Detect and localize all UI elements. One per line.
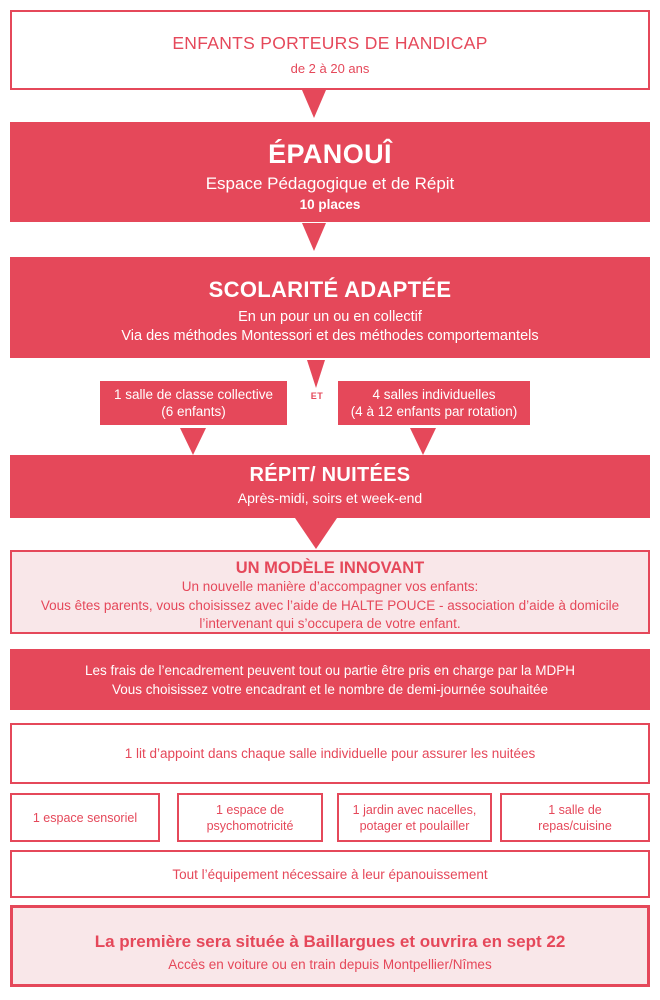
salle-collective-line2: (6 enfants) bbox=[161, 404, 226, 419]
source-title: ENFANTS PORTEURS DE HANDICAP bbox=[172, 33, 488, 53]
feature-line2: psychomotricité bbox=[206, 818, 294, 833]
scolarite-line2: Via des méthodes Montessori et des méthodes comportemantels bbox=[121, 328, 539, 344]
ouverture-title: La première sera située à Baillargues et ouvrira en sept 22 bbox=[94, 932, 566, 951]
epanoui-subtitle: Espace Pédagogique et de Répit bbox=[205, 174, 455, 193]
et-connector-label: ET bbox=[310, 391, 324, 401]
arrow-down-icon bbox=[180, 428, 206, 455]
scolarite-box bbox=[10, 257, 650, 358]
frais-line1: Les frais de l’encadrement peuvent tout ou partie être pris en charge par la MDPH bbox=[84, 663, 575, 678]
feature-line2: repas/cuisine bbox=[538, 818, 612, 833]
modele-title: UN MODÈLE INNOVANT bbox=[235, 559, 425, 577]
feature-jardin bbox=[337, 793, 492, 842]
feature-line1: 1 espace de bbox=[215, 802, 285, 817]
epanoui-places: 10 places bbox=[299, 197, 361, 212]
ouverture-box bbox=[10, 905, 650, 987]
arrow-down-icon bbox=[410, 428, 436, 455]
salles-individuelles-line1: 4 salles individuelles bbox=[372, 387, 496, 402]
equipement-text: Tout l’équipement nécessaire à leur épanouissement bbox=[172, 866, 488, 882]
arrow-down-icon bbox=[307, 360, 325, 388]
modele-innovant-box bbox=[10, 550, 650, 634]
salle-collective-line1: 1 salle de classe collective bbox=[113, 387, 274, 402]
ouverture-subtitle: Accès en voiture ou en train depuis Montpellier/Nîmes bbox=[168, 957, 492, 972]
epanoui-title: ÉPANOUÎ bbox=[268, 139, 392, 169]
source-subtitle: de 2 à 20 ans bbox=[290, 61, 370, 76]
feature-line1: 1 jardin avec nacelles, bbox=[352, 802, 477, 817]
scolarite-line1: En un pour un ou en collectif bbox=[238, 309, 422, 325]
salles-individuelles-line2: (4 à 12 enfants par rotation) bbox=[350, 404, 518, 419]
source-box bbox=[10, 10, 650, 90]
feature-espace-psychomotricite bbox=[177, 793, 323, 842]
feature-espace-sensoriel bbox=[10, 793, 160, 842]
salles-individuelles-box bbox=[338, 381, 530, 425]
lit-appoint-text: 1 lit d’appoint dans chaque salle individuelle pour assurer les nuitées bbox=[124, 746, 536, 761]
repit-box bbox=[10, 455, 650, 518]
arrow-down-icon bbox=[302, 90, 326, 118]
modele-line1: Un nouvelle manière d’accompagner vos enfants: bbox=[181, 579, 479, 594]
lit-appoint-box bbox=[10, 723, 650, 784]
modele-line3: l’intervenant qui s’occupera de votre enfant. bbox=[199, 616, 461, 631]
equipement-box bbox=[10, 850, 650, 898]
feature-line1: 1 salle de bbox=[548, 802, 602, 817]
frais-line2: Vous choisissez votre encadrant et le nombre de demi-journée souhaitée bbox=[111, 682, 548, 697]
epanoui-box bbox=[10, 122, 650, 222]
modele-line2: Vous êtes parents, vous choisissez avec l’aide de HALTE POUCE - association d’aide à domicile bbox=[40, 597, 620, 613]
repit-title: RÉPIT/ NUITÉES bbox=[249, 464, 411, 486]
salle-collective-box bbox=[100, 381, 287, 425]
repit-subtitle: Après-midi, soirs et week-end bbox=[237, 490, 423, 506]
scolarite-title: SCOLARITÉ ADAPTÉE bbox=[208, 277, 452, 302]
feature-line1: 1 espace sensoriel bbox=[32, 810, 138, 825]
feature-salle-repas bbox=[500, 793, 650, 842]
arrow-down-icon bbox=[295, 518, 337, 549]
feature-line2: potager et poulailler bbox=[359, 818, 470, 833]
arrow-down-icon bbox=[302, 223, 326, 251]
frais-mdph-box bbox=[10, 649, 650, 710]
